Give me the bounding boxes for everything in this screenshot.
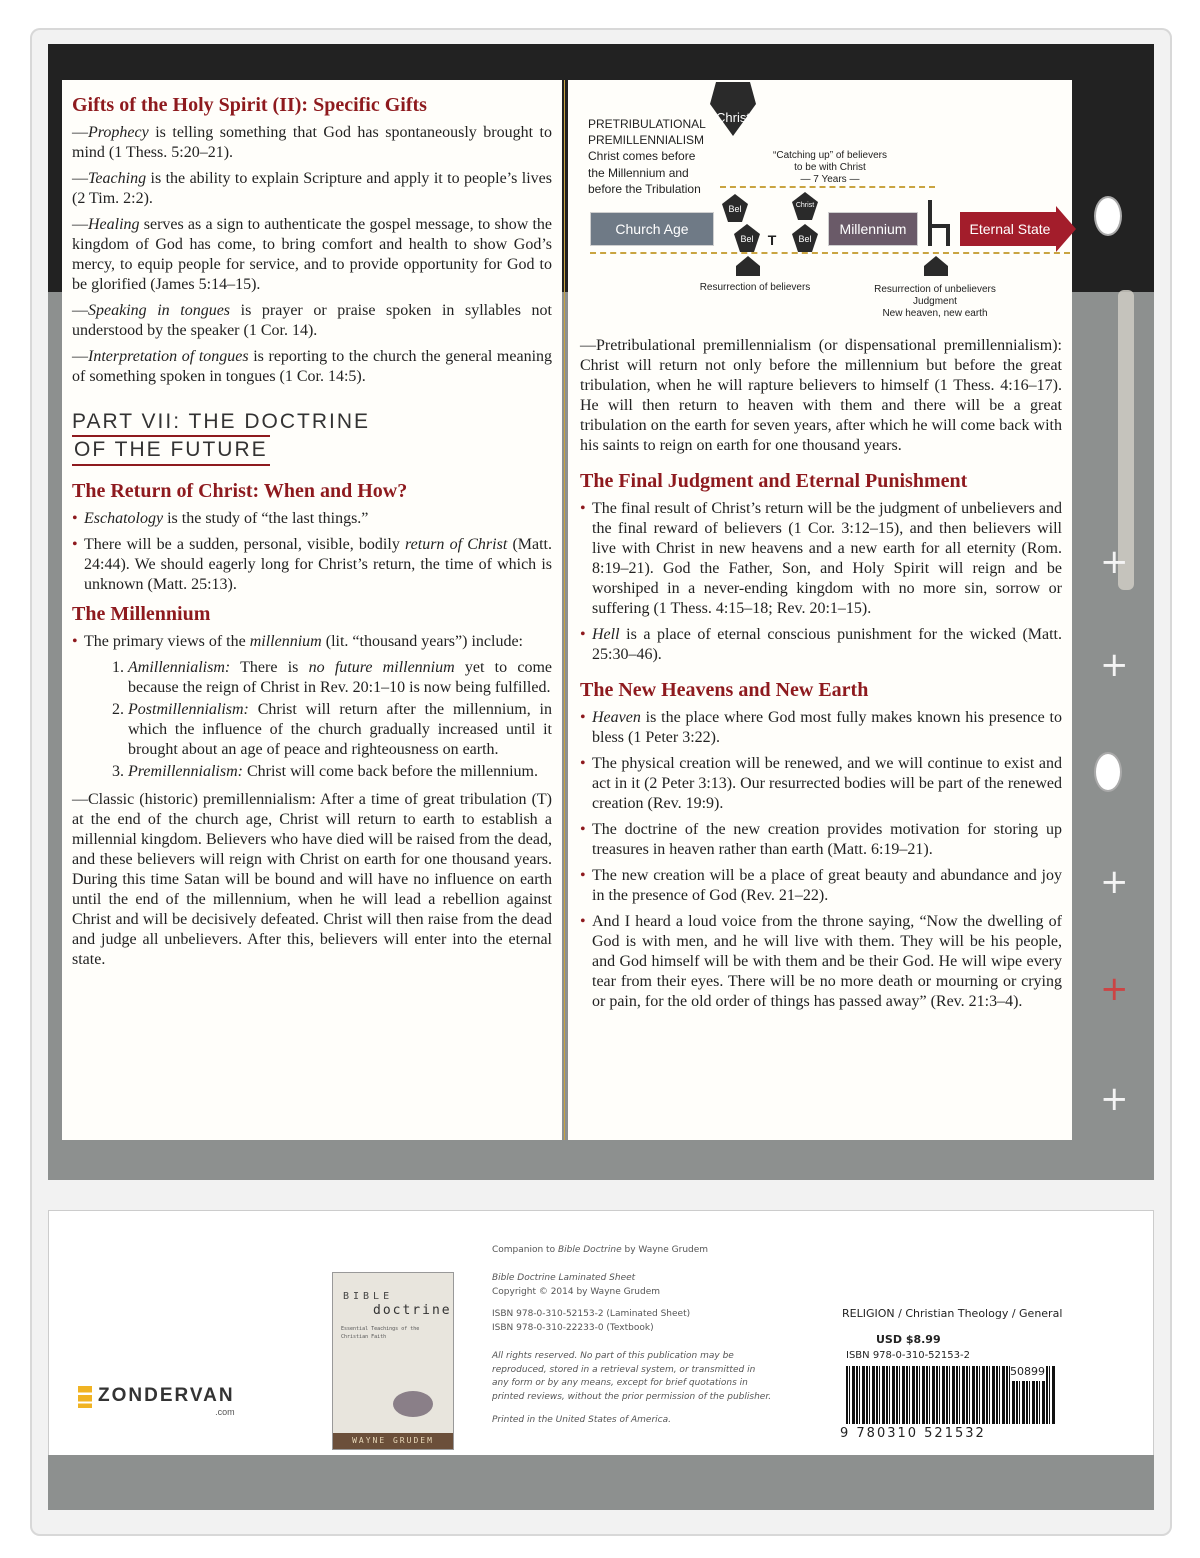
resurrection-believers-icon xyxy=(736,256,760,276)
list-item: • And I heard a loud voice from the throne saying, “Now the dwelling of God is with men, and he will live with them. They will be his people, and God himself will be with them and be their God. He will wipe every tear from their eyes. There will be no more death or mourning or crying or pain, for the old order of things has passed away” (Rev. 21:3–4). xyxy=(580,912,1062,1012)
footer-grey-band xyxy=(48,1455,1154,1510)
classic-premillennialism: —Classic (historic) premillennialism: After a time of great tribulation (T) at the end of the church age, Christ will return to earth to establish a millennial kingdom. Believers who have died will be raised from the dead, and these believers will reign with Christ on earth for one thousand years. During this time Satan will be bound and will have no influence on earth until the end of the millennium, when he will lead a rebellion against Christ and will be decisively defeated. Christ will then raise from the dead and judge all unbelievers. After this, believers will enter into the eternal state. xyxy=(72,790,552,968)
rights-text: All rights reserved. No part of this publication may be reproduced, stored in a retrieval system, or transmitted in any form or by any means, except for brief quotations in printed reviews, without the prior permission of the publisher. xyxy=(492,1351,772,1402)
stone-icon xyxy=(393,1391,433,1417)
millennium-box: Millennium xyxy=(828,212,918,246)
resurrection-believers-label: Resurrection of believers xyxy=(699,282,811,293)
list-item: • The physical creation will be renewed, and we will continue to exist and act in it (2 Peter 3:13). Our resurrected bodies will be part of the renewed creation (Rev. 19:9). xyxy=(580,754,1062,814)
seven-years-dash xyxy=(720,186,935,188)
heavens-heading: The New Heavens and New Earth xyxy=(580,679,869,701)
gift-healing: —Healing serves as a sign to authenticate the gospel message, to show the kingdom of God has come, to bring comfort and health to show God’s mercy, to equip people for service, and to provide opportunity for God to be glorified (James 5:14–15). xyxy=(72,216,552,293)
crop-mark-icon: + xyxy=(1100,645,1129,685)
millennium-list xyxy=(72,632,552,652)
christ-label: Christ xyxy=(716,110,750,125)
catching-up-label: “Catching up” of believers to be with Christ — 7 Years — xyxy=(773,150,887,185)
publisher-logo: ZONDERVAN .com xyxy=(98,1385,235,1417)
price-text: USD $8.99 xyxy=(876,1333,941,1346)
list-item: 1. Amillennialism: There is no future millennium yet to come because the reign of Christ in Rev. 20:1–10 is now being fulfilled. xyxy=(128,658,552,698)
copyright-block: Bible Doctrine Laminated Sheet Copyright © 2014 by Wayne Grudem xyxy=(492,1273,661,1297)
gift-teaching: —Teaching is the ability to explain Scripture and apply it to people’s lives (2 Tim. 2:2). xyxy=(72,170,552,207)
column-divider xyxy=(564,80,565,1140)
barcode-digits: 9 780310 521532 xyxy=(840,1426,986,1441)
tribulation-label: T xyxy=(767,232,777,248)
crop-mark-icon: + xyxy=(1100,542,1129,582)
diagram-label: PRETRIBULATIONAL PREMILLENNIALISM Christ comes before the Millennium and before the Tribulation xyxy=(588,117,706,196)
isbn-block: ISBN 978-0-310-52153-2 (Laminated Sheet) ISBN 978-0-310-22233-0 (Textbook) xyxy=(492,1309,691,1333)
heavens-list xyxy=(580,708,1062,1012)
list-item: • The doctrine of the new creation provides motivation for storing up treasures in heaven rather than earth (Matt. 6:19–21). xyxy=(580,820,1062,860)
part-heading: PART VII: THE DOCTRINE OF THE FUTURE xyxy=(72,409,552,466)
crop-mark-icon: + xyxy=(1100,862,1129,902)
printed-text: Printed in the United States of America. xyxy=(492,1415,671,1425)
punch-hole xyxy=(1094,752,1122,792)
judgment-list xyxy=(580,499,1062,665)
list-item: • Hell is a place of eternal conscious punishment for the wicked (Matt. 25:30–46). xyxy=(580,625,1062,665)
timeline-dash xyxy=(590,252,1070,254)
eternal-state-label: Eternal State xyxy=(969,221,1051,237)
list-item: • The primary views of the millennium (lit. “thousand years”) include: xyxy=(72,632,552,652)
gift-prophecy: —Prophecy is telling something that God has spontaneously brought to mind (1 Thess. 5:20–21). xyxy=(72,124,552,161)
punch-hole xyxy=(1094,196,1122,236)
category-text: RELIGION / Christian Theology / General xyxy=(842,1307,1063,1320)
millennium-heading: The Millennium xyxy=(72,602,211,625)
gift-tongues: —Speaking in tongues is prayer or praise spoken in syllables not understood by the speaker (1 Cor. 14). xyxy=(72,302,552,339)
throne-icon xyxy=(926,200,954,246)
book-cover-thumbnail: BIBLE doctrine Essential Teachings of the Christian Faith WAYNE GRUDEM xyxy=(332,1272,454,1450)
list-item: 3. Premillennialism: Christ will come back before the millennium. xyxy=(128,762,552,782)
gifts-heading: Gifts of the Holy Spirit (II): Specific Gifts xyxy=(72,94,427,116)
pretrib-paragraph: —Pretribulational premillennialism (or dispensational premillennialism): Christ will return not only before the millennium but before the great tribulation, when he will rapture believers to himself (1 Thess. 4:16–17). He will then return to heaven with them and there will be a great tribulation on the earth for seven years, after which he will come back with his saints to reign on earth for one thousand years. xyxy=(580,337,1062,454)
right-column xyxy=(568,80,1072,1140)
left-column xyxy=(62,80,562,1140)
views-list xyxy=(72,658,552,782)
list-item: • There will be a sudden, personal, visible, bodily return of Christ (Matt. 24:44). We should eagerly long for Christ’s return, the time of which is unknown (Matt. 25:13). xyxy=(72,535,552,595)
return-heading: The Return of Christ: When and How? xyxy=(72,479,408,502)
resurrection-unbelievers-label: Resurrection of unbelievers Judgment New heaven, new earth xyxy=(874,284,996,319)
church-age-box: Church Age xyxy=(590,212,714,246)
list-item: • Heaven is the place where God most fully makes known his presence to bless (1 Peter 3:22). xyxy=(580,708,1062,748)
list-item: • The new creation will be a place of great beauty and abundance and joy in the presence of God (Rev. 21–22). xyxy=(580,866,1062,906)
barcode-addon: 50899 xyxy=(1010,1364,1045,1381)
crop-mark-icon: + xyxy=(1100,1079,1129,1119)
gift-interpretation: —Interpretation of tongues is reporting to the church the general meaning of something spoken in tongues (1 Cor. 14:5). xyxy=(72,348,553,385)
zondervan-logo-icon xyxy=(78,1386,92,1408)
pretrib-diagram: PRETRIBULATIONAL PREMILLENNIALISM Christ comes before the Millennium and before the Tribulation Christ “Catching up” of believers to be with Christ — 7 Years — Church Age Bel Bel T Christ Bel Millennium Eternal State Resurrection of believers Resurrection of unbelievers Judgment New heaven, new earth xyxy=(580,80,1062,330)
return-list xyxy=(72,509,552,595)
companion-text: Companion to Bible Doctrine by Wayne Grudem xyxy=(492,1245,709,1255)
isbn-barcode-text: ISBN 978-0-310-52153-2 xyxy=(846,1350,970,1361)
resurrection-unbelievers-icon xyxy=(924,256,948,276)
crop-mark-icon: + xyxy=(1100,969,1129,1009)
list-item: • Eschatology is the study of “the last things.” xyxy=(72,509,552,529)
list-item: • The final result of Christ’s return will be the judgment of unbelievers and the final reward of believers (1 Cor. 3:12–15), and then believers will live with Christ in new heavens and a new earth for all eternity (Rom. 8:19–21). God the Father, Son, and Holy Spirit will reign and be worshiped in a never-ending kingdom with no more sin, sorrow or suffering (1 Thess. 4:15–18; Rev. 20:1–15). xyxy=(580,499,1062,619)
judgment-heading: The Final Judgment and Eternal Punishment xyxy=(580,470,968,492)
list-item: 2. Postmillennialism: Christ will return after the millennium, in which the influence of the church gradually increased until it brought about an age of peace and righteousness on earth. xyxy=(128,700,552,760)
